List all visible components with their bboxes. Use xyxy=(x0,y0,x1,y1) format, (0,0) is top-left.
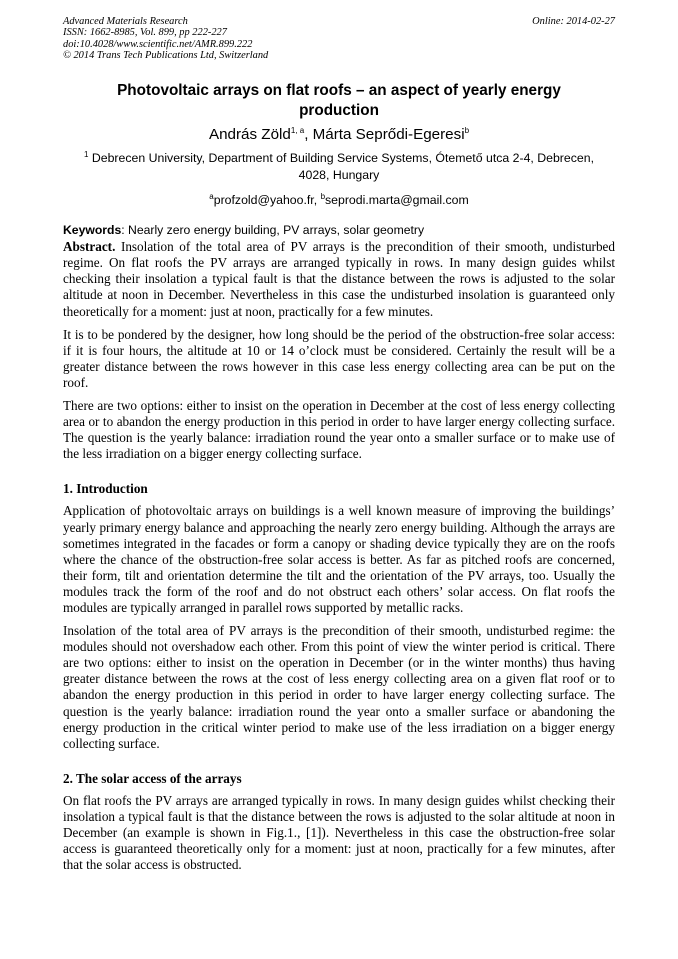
introduction-paragraph-2: Insolation of the total area of PV arrays is the precondition of their smooth, undisturbed regime: the modules should not overshadow each other. From this point of view the winter period is critical. There are two options: either to insist on the operation in December (or in the winter months) thus having greater distance between the rows at the cost of less energy collecting area on a given flat roof or to abandon the energy production in this period in order to have larger energy collecting surface. The question is the yearly balance: irradiation round the year onto a smaller surface or abandoning the energy production in the critical winter period to make use of the less irradiation on a bigger energy collecting surface. xyxy=(63,623,615,751)
abstract-label: Abstract. xyxy=(63,239,116,255)
email-line xyxy=(63,192,615,208)
doi-line: doi:10.4028/www.scientific.net/AMR.899.222 xyxy=(63,38,253,50)
email-separator: , xyxy=(313,193,321,208)
author-1-superscript: 1, a xyxy=(290,126,305,136)
affiliation-superscript: 1 xyxy=(84,150,89,160)
author-line xyxy=(63,125,615,145)
email-b-superscript: b xyxy=(320,192,326,202)
keywords-text: : Nearly zero energy building, PV arrays, solar geometry xyxy=(121,223,425,238)
paper-title: Photovoltaic arrays on flat roofs – an aspect of yearly energy production xyxy=(117,82,561,120)
journal-name: Advanced Materials Research xyxy=(63,16,188,27)
email-a-superscript: a xyxy=(209,192,214,202)
journal-header xyxy=(63,16,615,61)
abstract-paragraph-2: It is to be pondered by the designer, how long should be the period of the obstruction-free solar access: if it is four hours, the altitude at 10 or 14 o’clock must be considered. Certainly the result will be a greater distance between the rows however in this case less energy collecting area can be put on the roof. xyxy=(63,326,615,390)
keywords xyxy=(63,222,615,239)
copyright-line: © 2014 Trans Tech Publications Ltd, Switzerland xyxy=(63,49,269,61)
section-heading-solar-access: 2. The solar access of the arrays xyxy=(63,770,242,786)
paper-body xyxy=(63,239,615,873)
introduction-paragraph-1: Application of photovoltaic arrays on buildings is a well known measure of improving the buildings’ yearly primary energy balance and approaching the nearly zero energy building. Although the arrays are sometimes integrated in the facades or form a canopy or shading device typically they are on the roofs where the chance of the obstruction-free solar access is better. As far as pitched roofs are concerned, their form, tilt and orientation determine the tilt and the orientation of the PV arrays, too. Usually the modules track the form of the roof and do not obstruct each others’ solar access. On flat roofs the modules are typically arranged in parallel rows supported by metallic racks. xyxy=(63,503,615,615)
keywords-label: Keywords xyxy=(63,223,122,238)
author-2-superscript: b xyxy=(464,126,470,136)
author-2-name: Márta Seprődi-Egeresi xyxy=(312,126,465,144)
issn-line: ISSN: 1662-8985, Vol. 899, pp 222-227 xyxy=(63,27,227,39)
solar-access-paragraph-1: On flat roofs the PV arrays are arranged typically in rows. In many design guides whilst checking their insolation a typical fault is that the distance between the rows is adjusted to the solar altitude at noon in December (an example is shown in Fig.1., [1]). Nevertheless in this case the obstruction-free solar access is guaranteed theoretically only for a moment: just at noon, practically for a few minutes, after that the solar access is obstructed. xyxy=(63,792,615,873)
affiliation xyxy=(75,150,603,184)
author-separator: , xyxy=(304,126,313,144)
abstract-paragraph-3: There are two options: either to insist on the operation in December at the cost of less energy collecting area or to abandon the energy production in this period in order to have larger energy collecting surface. The question is the yearly balance: irradiation round the year onto a smaller surface or to make use of the less irradiation on a bigger energy collecting surface. xyxy=(63,398,615,462)
abstract-text-1: Insolation of the total area of PV arrays is the precondition of their smooth, undisturbed regime. On flat roofs the PV arrays are arranged typically in rows. In many design guides whilst checking their insolation a typical fault is that the distance between the rows is adjusted to the solar altitude at noon in December. Nevertheless in this case the undisturbed insolation is guaranteed only theoretically for a moment: just at noon, practically for a few minutes. xyxy=(63,239,615,319)
online-date: Online: 2014-02-27 xyxy=(532,16,615,27)
section-heading-introduction: 1. Introduction xyxy=(63,481,148,497)
abstract-paragraph-1 xyxy=(63,239,615,319)
affiliation-text: Debrecen University, Department of Building Service Systems, Ótemető utca 2-4, Debrecen, 4028, Hungary xyxy=(88,151,594,183)
author-1-name: András Zöld xyxy=(208,126,291,144)
email-b-link[interactable]: seprodi.marta@gmail.com xyxy=(325,193,469,208)
email-a-link[interactable]: profzold@yahoo.fr xyxy=(213,193,314,208)
